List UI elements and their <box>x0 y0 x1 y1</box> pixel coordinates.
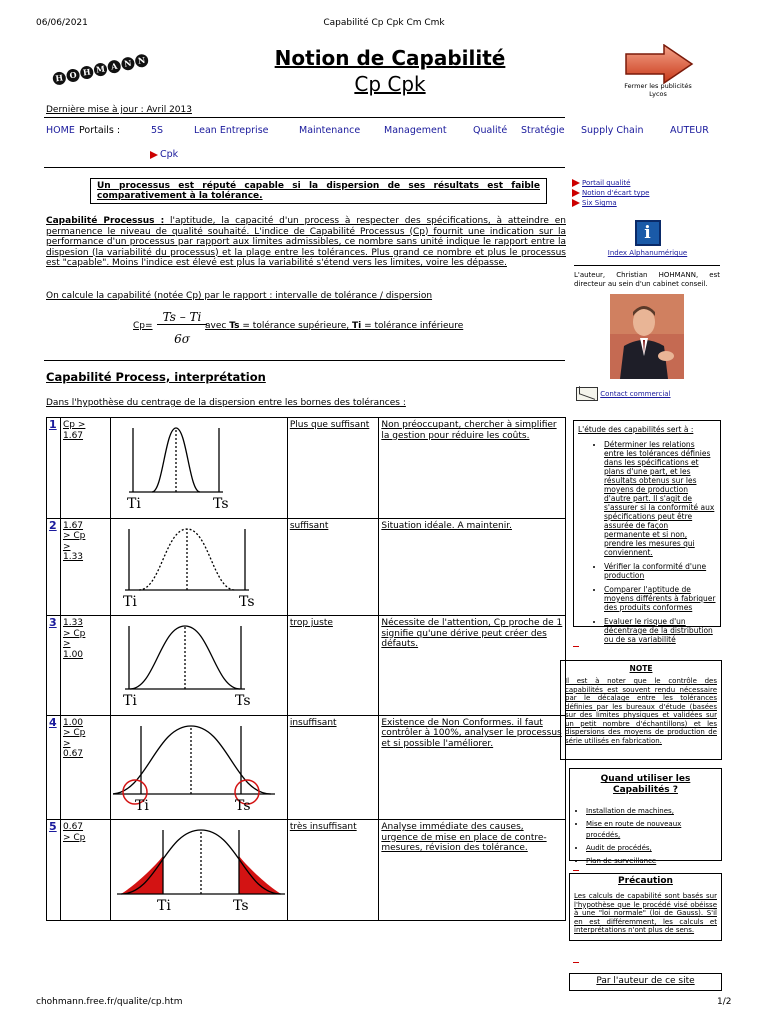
print-url: chohmann.free.fr/qualite/cp.htm <box>36 997 183 1007</box>
definition-term: Capabilité Processus : <box>46 216 165 226</box>
arrow-right-icon <box>624 44 694 84</box>
row-range: 1.33 > Cp > 1.00 <box>62 618 86 660</box>
page-subtitle: Cp Cpk <box>354 72 426 96</box>
row-comment: Analyse immédiate des causes, urgence de mise en place de contre-mesures, révision des tolérance. <box>381 822 547 853</box>
row-range: Cp > 1.67 <box>62 420 86 441</box>
row-number: 4 <box>49 715 57 729</box>
row-label: très insuffisant <box>289 822 357 832</box>
arrow-bullet-icon <box>572 179 580 187</box>
row-label: insuffisant <box>289 717 337 728</box>
table-row <box>47 616 566 716</box>
row-number-cell <box>47 518 61 616</box>
capability-table <box>46 417 566 921</box>
row-comment-cell <box>379 820 566 921</box>
red-dash <box>573 646 579 647</box>
row-number: 5 <box>49 820 57 833</box>
formula-ts-text: = tolérance supérieure, <box>242 321 350 331</box>
table-row <box>47 418 566 519</box>
contact-label: Contact commercial <box>600 390 671 398</box>
etude-box <box>573 420 721 644</box>
ti-label: Ti <box>134 797 149 814</box>
row-comment-cell <box>379 418 566 519</box>
logo-letter: M <box>93 62 108 77</box>
ts-label: Ts <box>238 593 255 610</box>
definition-text: l'aptitude, la capacité d'un process à respecter des spécifications, à atteindre en permanence le niveau de qualité souhaité. L'indice de Capabilité Processus (Cp) fournit une indication sur la performance d'un processus par rapport aux limites admissibles, ce nombre sans unité indique le rapport entre la dispesion (la variabilité du processus) et la plage entre les tolérances. Plus grand ce nombre et plus le processus est "capable". Moins l'indice est élevé est plus la variabilité s'étend vers les limites, voire les dépasse. <box>46 216 566 268</box>
index-alpha-label: Index Alphanumérique <box>607 249 688 257</box>
row-number: 3 <box>49 616 57 629</box>
page-title: Notion de Capabilité <box>274 46 506 70</box>
row-range: 1.00 > Cp > 0.67 <box>62 717 86 759</box>
etude-item: • Déterminer les relations entre les tolérances définies dans les spécifications et plans d'une part, et les résultats obtenus sur les moyens de production d'autre part. Il s'agit de s'assurer si la conformité aux spécifications peut être assurée de façon permanente et si non, prendre les mesures qui conviennent. <box>604 440 716 557</box>
row-range-cell <box>60 616 110 716</box>
formula-ti-text: = tolérance inférieure <box>364 321 464 331</box>
logo-letter: H <box>52 71 67 86</box>
formula-denominator: 6σ <box>174 332 190 346</box>
row-range-cell <box>60 518 110 616</box>
quand-box <box>569 768 722 865</box>
row-range: 1.67 > Cp > 1.33 <box>62 520 86 562</box>
row-comment: Existence de Non Conformes. il faut contrôler à 100%, analyser le processus et si possible l'améliorer. <box>381 717 562 749</box>
nav-portails-label: Portails : <box>79 125 121 136</box>
print-page: 1/2 <box>717 997 732 1007</box>
quand-item: • Mise en route de nouveaux procédés, <box>586 819 717 841</box>
row-comment: Situation idéale. A maintenir. <box>381 520 512 531</box>
formula-numerator: Ts – Ti <box>157 310 207 325</box>
ti-label: Ti <box>126 496 141 512</box>
par-auteur-label: Par l'auteur de ce site <box>596 976 695 986</box>
nav-item-maintenance[interactable]: Maintenance <box>299 125 361 136</box>
quand-title: Quand utiliser les Capabilités ? <box>600 774 691 795</box>
nav-home[interactable]: HOME <box>46 125 75 136</box>
section-title: Capabilité Process, interprétation <box>46 370 266 384</box>
table-row <box>47 820 566 921</box>
row-label-cell <box>287 418 379 519</box>
formula-lhs: Cp= <box>133 321 153 331</box>
calc-line: On calcule la capabilité (notée Cp) par le rapport : intervalle de tolérance / dispersion <box>46 291 433 301</box>
precaution-box <box>569 873 722 941</box>
par-auteur-box[interactable] <box>569 973 722 991</box>
sidebar-link-portail-label: Portail qualité <box>582 179 631 187</box>
author-photo <box>610 294 684 379</box>
divider <box>44 360 565 361</box>
row-label-cell <box>287 820 379 921</box>
row-range-cell <box>60 418 110 519</box>
row-label-cell <box>287 518 379 616</box>
red-dash <box>573 870 579 871</box>
note-title: NOTE <box>629 664 653 673</box>
arrow-bullet-icon <box>150 151 158 159</box>
row-number-cell <box>47 616 61 716</box>
etude-title: L'étude des capabilités sert à : <box>578 425 694 434</box>
formula-note-prefix: avec <box>205 321 227 331</box>
sidebar-link-six-sigma[interactable] <box>572 198 665 208</box>
row-number: 1 <box>49 418 57 431</box>
row-comment: Non préoccupant, chercher à simplifier la gestion pour réduire les coûts. <box>381 420 557 441</box>
row-label-cell <box>287 616 379 716</box>
nav-item-lean[interactable]: Lean Entreprise <box>194 125 269 136</box>
ti-label: Ti <box>156 898 171 914</box>
logo-letter: N <box>134 53 149 68</box>
divider <box>574 265 720 266</box>
row-number-cell <box>47 418 61 519</box>
note-box <box>560 660 722 760</box>
curve-cell <box>110 715 287 820</box>
distribution-curve <box>113 822 285 914</box>
table-row <box>47 715 566 820</box>
etude-list <box>590 440 716 644</box>
logo-letter: O <box>66 68 81 83</box>
print-date: 06/06/2021 <box>36 18 88 28</box>
row-label: suffisant <box>289 520 329 531</box>
contact-link[interactable] <box>576 387 671 401</box>
ts-label: Ts <box>234 797 251 814</box>
etude-item: • Evaluer le risque d'un décentrage de la distribution ou de sa variabilité <box>604 617 716 644</box>
nav-sub-cpk-label: Cpk <box>160 149 179 160</box>
author-photo-image <box>610 294 684 379</box>
nav-item-auteur[interactable]: AUTEUR <box>670 125 709 136</box>
nav-item-5s[interactable]: 5S <box>151 125 164 136</box>
note-text: Il est à noter que le contrôle des capabilités est souvent rendu nécessaire par le décalage entre les tolérances définies par les bureaux d'étude (basées sur des limites physiques et validées sur un petit nombre d'échantillons) et les dispersions des moyens de production de série utilisés en fabrication. <box>565 677 717 745</box>
sidebar-link-ecart-type-label: Notion d'écart type <box>582 189 650 197</box>
row-range: 0.67 > Cp <box>62 822 86 843</box>
quand-item: • Plan de surveillance <box>586 856 717 867</box>
nav-item-qualite[interactable]: Qualité <box>473 125 508 136</box>
nav-item-management[interactable]: Management <box>384 125 447 136</box>
index-alpha-link[interactable] <box>600 220 695 257</box>
arrow-bullet-icon <box>572 199 580 207</box>
quand-item: • Installation de machines, <box>586 806 717 817</box>
row-comment-cell <box>379 715 566 820</box>
logo-letter: N <box>121 56 136 71</box>
row-range-cell <box>60 715 110 820</box>
hypothesis: Dans l'hypothèse du centrage de la dispersion entre les bornes des tolérances : <box>46 398 406 408</box>
distribution-curve <box>113 521 285 610</box>
last-update: Dernière mise à jour : Avril 2013 <box>46 105 192 115</box>
divider <box>44 167 565 168</box>
table-row <box>47 518 566 616</box>
quand-list <box>574 806 717 867</box>
distribution-curve <box>113 420 285 512</box>
formula-ti: Ti <box>352 321 362 331</box>
close-ads-label: Fermer les publicités Lycos <box>624 82 692 98</box>
row-label-cell <box>287 715 379 820</box>
red-dash <box>573 962 579 963</box>
quand-item: • Audit de procédés, <box>586 843 717 854</box>
sidebar-link-ecart-type[interactable] <box>572 188 665 198</box>
etude-item: • Comparer l'aptitude de moyens différents à fabriquer des produits conformes <box>604 585 716 612</box>
row-label: trop juste <box>289 618 333 628</box>
divider <box>44 117 565 118</box>
print-title: Capabilité Cp Cpk Cm Cmk <box>323 18 445 28</box>
row-number-cell <box>47 715 61 820</box>
formula-note <box>205 321 463 331</box>
ti-label: Ti <box>122 593 137 610</box>
intro-box: Un processus est réputé capable si la dispersion de ses résultats est faible comparativement à la tolérance. <box>90 178 547 204</box>
nav-item-strategie[interactable]: Stratégie <box>521 125 565 136</box>
distribution-curve <box>113 718 285 814</box>
row-number-cell <box>47 820 61 921</box>
row-comment-cell <box>379 518 566 616</box>
row-range-cell <box>60 820 110 921</box>
precaution-title: Précaution <box>618 876 673 886</box>
sidebar-link-portail[interactable] <box>572 178 665 188</box>
logo-letter: H <box>79 65 94 80</box>
row-comment-cell <box>379 616 566 716</box>
info-icon: i <box>635 220 661 246</box>
logo-letter: A <box>107 59 122 74</box>
formula-ts: Ts <box>229 321 240 331</box>
sidebar-link-six-sigma-label: Six Sigma <box>582 199 617 207</box>
curve-cell <box>110 418 287 519</box>
ti-label: Ti <box>122 693 137 709</box>
definition-paragraph <box>46 216 566 269</box>
row-label: Plus que suffisant <box>289 420 370 430</box>
nav-sub-cpk[interactable] <box>150 149 178 160</box>
curve-cell <box>110 820 287 921</box>
arrow-bullet-icon <box>572 189 580 197</box>
precaution-text: Les calculs de capabilité sont basés sur l'hypothèse que le procédé visé obéisse à une "loi normale" (loi de Gauss). S'il en est différemment, les calculs et interprétations n'ont plus de sens. <box>574 892 717 934</box>
mail-icon <box>576 387 598 401</box>
author-text: L'auteur, Christian HOHMANN, est directeur au sein d'un cabinet conseil. <box>574 271 720 288</box>
ts-label: Ts <box>212 496 229 512</box>
close-ads-button[interactable] <box>620 44 710 100</box>
row-comment: Nécessite de l'attention, Cp proche de 1 signifie qu'une dérive peut créer des défauts. <box>381 618 563 649</box>
nav-item-supply-chain[interactable]: Supply Chain <box>581 125 644 136</box>
ts-label: Ts <box>234 693 251 709</box>
row-number: 2 <box>49 518 57 532</box>
sidebar-links <box>572 178 665 208</box>
envelope-flap <box>579 386 595 400</box>
curve-cell <box>110 616 287 716</box>
distribution-curve <box>113 618 285 709</box>
curve-cell <box>110 518 287 616</box>
etude-item: • Vérifier la conformité d'une production <box>604 562 716 580</box>
ts-label: Ts <box>232 898 249 914</box>
